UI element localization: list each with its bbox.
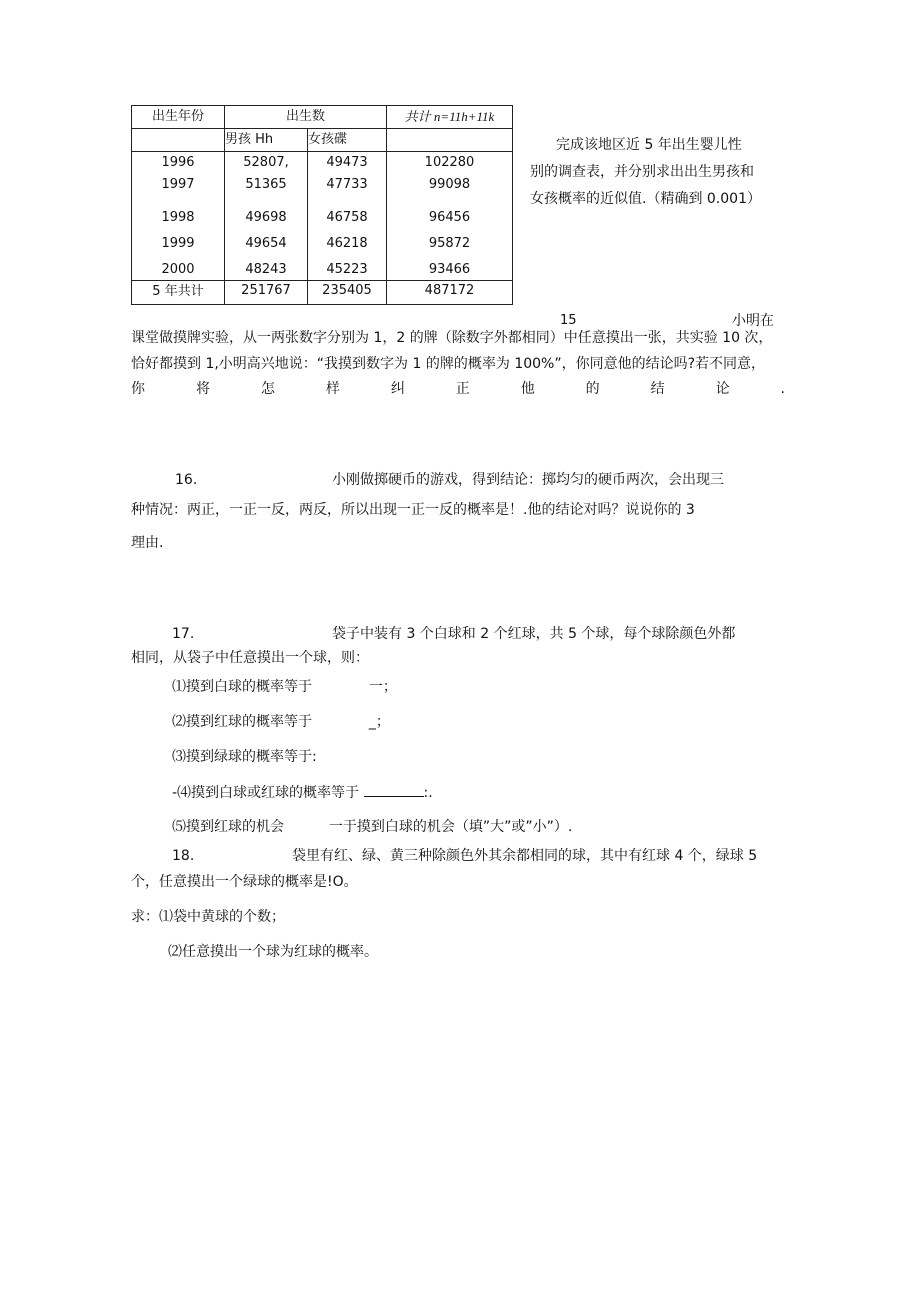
q17-item-label: ⑶摸到绿球的概率等于: [172, 749, 317, 765]
cell-total: 95872 [387, 228, 513, 254]
q15-char: 纠 [390, 381, 405, 397]
q15-char: 正 [455, 381, 470, 397]
cell-year: 1996 [132, 152, 225, 175]
cell-year: 1998 [132, 196, 225, 228]
q15-line-3 [131, 380, 785, 398]
table-row [132, 196, 513, 228]
q17-item-label: -⑷摸到白球或红球的概率等于 [172, 785, 360, 801]
table-subheader-row [132, 129, 513, 152]
q15-char: 的 [585, 381, 600, 397]
q17-item-label: ⑵摸到红球的概率等于 [172, 714, 312, 730]
cell-girls: 49473 [308, 152, 387, 175]
cell-boys: 251767 [225, 280, 308, 304]
q15-line-2: 恰好都摸到 1,小明高兴地说：“我摸到数字为 1 的牌的概率为 100%”，你同意他的结论吗?若不同意， [131, 356, 766, 372]
cell-total: 102280 [387, 152, 513, 175]
q18-line-2: 个，任意摸出一个绿球的概率是!O。 [131, 874, 358, 890]
answer-blank [364, 784, 424, 797]
q18-number: 18. [172, 848, 195, 864]
q17-item-tail: 一； [368, 679, 397, 695]
cell-boys: 49698 [225, 196, 308, 228]
q17-item-tail: :. [423, 785, 433, 801]
q18-line-1: 袋里有红、绿、黄三种除颜色外其余都相同的球，其中有红球 4 个，绿球 5 [292, 848, 758, 864]
table-row [132, 254, 513, 280]
cell-boys: 49654 [225, 228, 308, 254]
q17-item-label: ⑴摸到白球的概率等于 [172, 679, 312, 695]
cell-year: 1999 [132, 228, 225, 254]
q16-line-2: 种情况：两正，一正一反，两反，所以出现一正一反的概率是！.他的结论对吗？说说你的 3 [131, 502, 695, 518]
subheader-empty-2 [387, 129, 513, 152]
q15-char: 样 [325, 381, 340, 397]
q15-number: 15 [560, 313, 577, 328]
table-row [132, 152, 513, 175]
q15-char: 他 [520, 381, 535, 397]
q17-number: 17. [172, 626, 195, 642]
q15-line-1: 课堂做摸牌实验，从一两张数字分别为 1，2 的牌（除数字外都相同）中任意摸出一张，共实验 10 次， [131, 330, 773, 346]
q16-line-3: 理由. [131, 535, 164, 551]
table-row-total [132, 280, 513, 304]
q17-line-1: 袋子中装有 3 个白球和 2 个红球，共 5 个球，每个球除颜色外都 [332, 626, 736, 642]
q15-char: 将 [195, 381, 210, 397]
cell-girls: 47733 [308, 174, 387, 196]
q17-item-5 [172, 818, 572, 836]
q15-char: 论 [715, 381, 730, 397]
q17-item-4 [172, 784, 433, 802]
q17-item-tail: 一于摸到白球的机会（填”大”或”小”）. [328, 819, 573, 835]
cell-boys: 52807, [225, 152, 308, 175]
q17-line-2: 相同，从袋子中任意摸出一个球，则： [131, 650, 369, 666]
header-births: 出生数 [225, 106, 387, 129]
q17-item-1 [172, 678, 397, 696]
q18-line-3: 求：⑴袋中黄球的个数； [131, 909, 285, 925]
q16-line-1: 小刚做掷硬币的游戏，得到结论：掷均匀的硬币两次，会出现三 [332, 472, 724, 488]
cell-total: 99098 [387, 174, 513, 196]
cell-year: 5 年共计 [132, 280, 225, 304]
header-total: 共计 n=11h+11k [387, 106, 513, 129]
q17-item-tail: _； [368, 714, 390, 730]
cell-total: 487172 [387, 280, 513, 304]
q14-line-1: 完成该地区近 5 年出生婴儿性 [556, 137, 742, 153]
cell-girls: 45223 [308, 254, 387, 280]
cell-total: 93466 [387, 254, 513, 280]
subheader-boys: 男孩 Hh [225, 129, 308, 152]
cell-girls: 46758 [308, 196, 387, 228]
table-row [132, 174, 513, 196]
cell-total: 96456 [387, 196, 513, 228]
q17-item-3 [172, 748, 317, 766]
q18-line-4: ⑵任意摸出一个球为红球的概率。 [168, 944, 378, 960]
q17-item-2 [172, 713, 390, 731]
subheader-empty [132, 129, 225, 152]
cell-boys: 48243 [225, 254, 308, 280]
q17-item-label: ⑸摸到红球的机会 [172, 819, 284, 835]
q15-tail: 小明在 [732, 313, 774, 329]
table-row [132, 228, 513, 254]
q14-line-2: 别的调查表，并分别求出出生男孩和 [530, 164, 754, 180]
q14-line-3: 女孩概率的近似值.（精确到 0.001） [530, 191, 761, 207]
q15-char: 结 [650, 381, 665, 397]
q15-char: 你 [131, 381, 145, 397]
birth-table [131, 105, 513, 305]
cell-girls: 235405 [308, 280, 387, 304]
cell-year: 1997 [132, 174, 225, 196]
cell-year: 2000 [132, 254, 225, 280]
q15-char: 怎 [260, 381, 275, 397]
q16-number: 16. [175, 472, 198, 488]
cell-boys: 51365 [225, 174, 308, 196]
table-header-row [132, 106, 513, 129]
header-year: 出生年份 [132, 106, 225, 129]
subheader-girls: 女孩碟 [308, 129, 387, 152]
cell-girls: 46218 [308, 228, 387, 254]
q15-char: . [780, 381, 785, 397]
